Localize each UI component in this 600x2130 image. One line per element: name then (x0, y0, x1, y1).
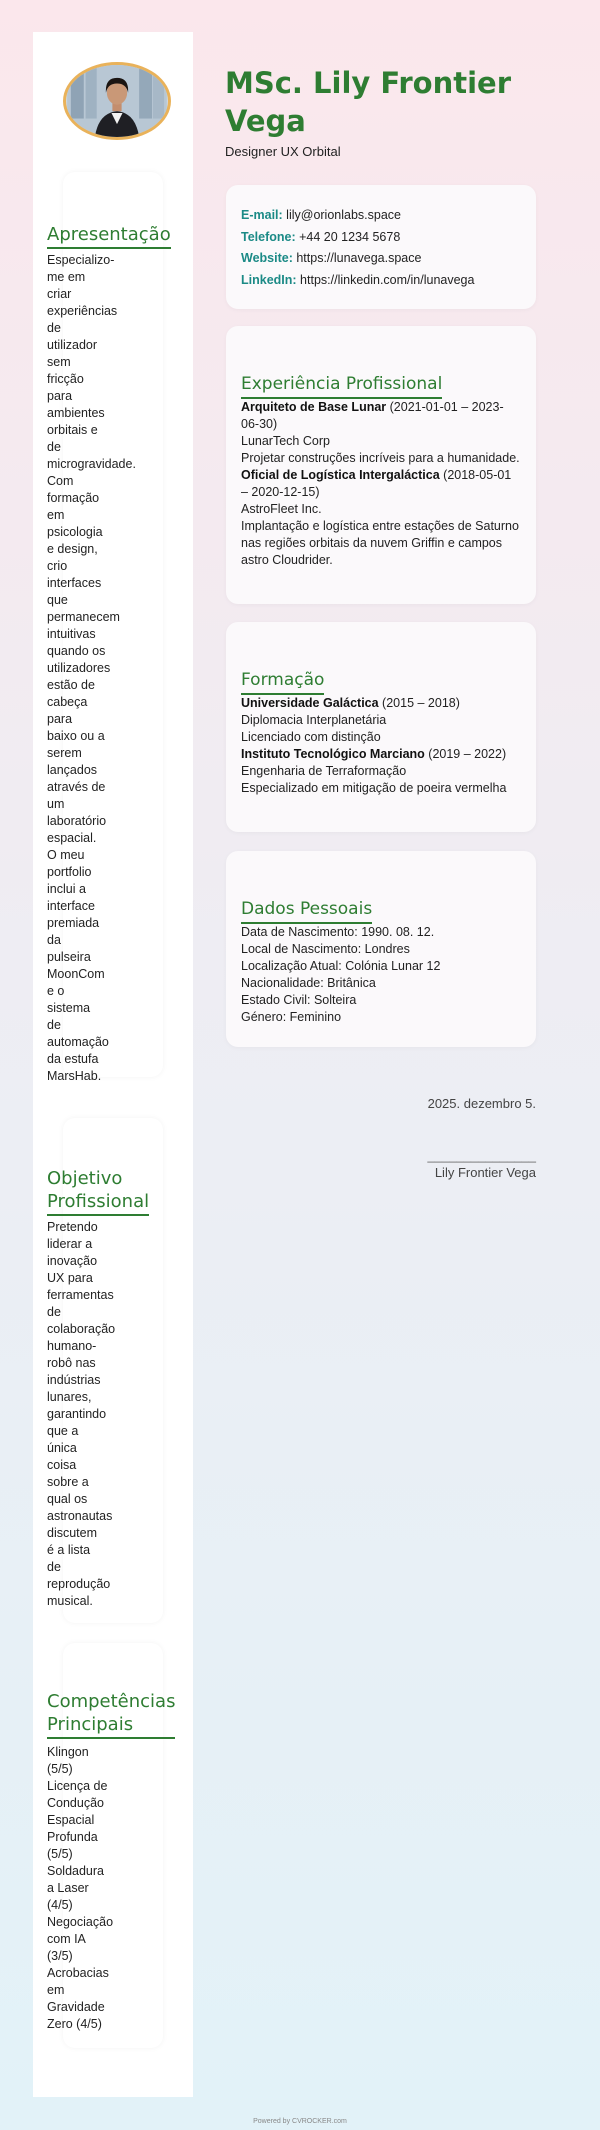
avatar (63, 62, 171, 140)
signature-name: Lily Frontier Vega (434, 1165, 536, 1180)
personal-list (241, 924, 521, 1026)
experience-company: AstroFleet Inc. (241, 502, 322, 516)
personal-line: Data de Nascimento: 1990. 08. 12. (241, 925, 435, 939)
phone-label: Telefone: (241, 229, 296, 244)
email-link[interactable]: lily@orionlabs.space (286, 208, 401, 222)
phone-value: +44 20 1234 5678 (299, 229, 401, 244)
experience-role: Arquiteto de Base Lunar (241, 400, 387, 414)
page-title: MSc. Lily Frontier Vega (225, 66, 512, 138)
email-label: E-mail: (241, 208, 283, 222)
objective-title (47, 1167, 149, 1216)
personal-title: Dados Pessoais (241, 898, 372, 924)
experience-card (226, 326, 536, 604)
education-list (241, 695, 521, 797)
personal-line: Nacionalidade: Britânica (241, 976, 376, 990)
education-note: Licenciado com distinção (241, 730, 381, 744)
education-dates: (2015 – 2018) (378, 696, 460, 710)
education-card (226, 622, 536, 832)
experience-item (241, 399, 521, 433)
education-dates: (2019 – 2022) (424, 747, 507, 761)
experience-dates: (2018-05-01 – 2020-12-15) (241, 468, 512, 499)
profile-photo (66, 65, 168, 137)
personal-line: Local de Nascimento: Londres (241, 942, 410, 956)
experience-list (241, 399, 521, 569)
experience-dates: (2021-01-01 – 2023-06-30) (241, 400, 504, 431)
education-school: Universidade Galáctica (241, 696, 379, 710)
experience-description: Projetar construções incríveis para a humanidade. (241, 451, 520, 465)
signature-line: _______________ (427, 1148, 536, 1163)
experience-title: Experiência Profissional (241, 373, 442, 399)
education-school: Instituto Tecnológico Marciano (241, 747, 425, 761)
contact-card (226, 185, 536, 309)
skills-title-line1: Competências (47, 1691, 176, 1712)
website-label: Website: (241, 251, 293, 265)
education-title: Formação (241, 669, 324, 695)
skills-title-line2: Principais (47, 1714, 134, 1735)
footer-credit[interactable]: Powered by CVROCKER.com (253, 2118, 347, 2125)
linkedin-label: LinkedIn: (241, 272, 297, 287)
experience-company: LunarTech Corp (241, 434, 330, 448)
about-title: Apresentação (47, 223, 171, 249)
experience-role: Oficial de Logística Intergaláctica (241, 468, 440, 482)
contact-website (241, 248, 521, 270)
contact-phone (241, 227, 521, 249)
website-link[interactable]: https://lunavega.space (296, 251, 422, 265)
about-text: Especializo- me em criar experiências de utilizador sem fricção para ambientes orbitais e de microgravidade. Com formação em psicologia e design, crio interfaces que permanecem intuitivas quando os utilizadores estão de cabeça para baixo ou a serem lançados através de um laboratório espacial. O meu portfolio inclui a interface premiada da pulseira MoonCom e o sistema de automação da estufa MarsHab. (47, 253, 136, 1083)
skills-text: Klingon (5/5) Licença de Condução Espacial Profunda (5/5) Soldadura a Laser (4/5) Negociação com IA (3/5) Acrobacias em Gravidade Zero (4/5) (47, 1745, 114, 2031)
education-degree: Diplomacia Interplanetária (241, 713, 387, 727)
linkedin-link[interactable]: https://linkedin.com/in/lunavega (300, 272, 475, 287)
personal-line: Estado Civil: Solteira (241, 993, 357, 1007)
skills-title (47, 1690, 175, 1739)
objective-title-line2: Profissional (47, 1191, 150, 1212)
personal-line: Género: Feminino (241, 1010, 342, 1024)
job-title: Designer UX Orbital (225, 144, 341, 159)
personal-line: Localização Atual: Colónia Lunar 12 (241, 959, 441, 973)
education-item (241, 695, 521, 712)
objective-title-line1: Objetivo (47, 1168, 123, 1189)
signature-date: 2025. dezembro 5. (427, 1096, 536, 1111)
education-item (241, 746, 521, 763)
personal-card (226, 851, 536, 1047)
objective-text: Pretendo liderar a inovação UX para ferramentas de colaboração humano- robô nas indústrias lunares, garantindo que a única coisa sobre a qual os astronautas discutem é a lista de reprodução musical. (47, 1220, 116, 1608)
experience-description: Implantação e logística entre estações de Saturno nas regiões orbitais da nuvem Griffin e campos astro Cloudrider. (241, 519, 519, 567)
education-degree: Engenharia de Terraformação (241, 764, 407, 778)
education-note: Especializado em mitigação de poeira vermelha (241, 781, 507, 795)
contact-linkedin (241, 270, 521, 292)
contact-email (241, 205, 521, 227)
experience-item (241, 467, 521, 501)
